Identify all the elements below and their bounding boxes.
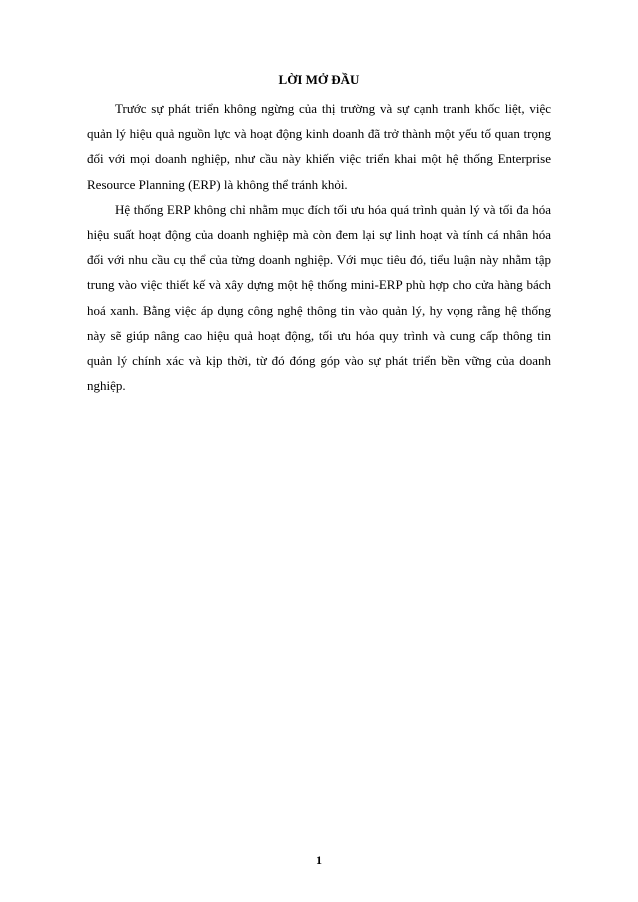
page-title: LỜI MỞ ĐẦU — [278, 72, 360, 87]
paragraph-erp-purpose: Hệ thống ERP không chỉ nhằm mục đích tối ưu hóa quá trình quản lý và tối đa hóa hiệu suất hoạt động của doanh nghiệp mà còn đem lại sự linh hoạt và tính cá nhân hóa đối với nhu cầu cụ thể của từng doanh nghiệp. Với mục tiêu đó, tiểu luận này nhằm tập trung vào việc thiết kế và xây dựng một hệ thống mini-ERP phù hợp cho cửa hàng bách hoá xanh. Bằng việc áp dụng công nghệ thông tin vào quản lý, hy vọng rằng hệ thống này sẽ giúp nâng cao hiệu quả hoạt động, tối ưu hóa quy trình và cung cấp thông tin quản lý chính xác và kịp thời, từ đó đóng góp vào sự phát triển bền vững của doanh nghiệp. — [87, 201, 551, 394]
page-number: 1 — [316, 853, 322, 867]
document-body — [87, 96, 551, 398]
paragraph-intro: Trước sự phát triển không ngừng của thị trường và sự cạnh tranh khốc liệt, việc quản lý hiệu quả nguồn lực và hoạt động kinh doanh đã trở thành một yếu tố quan trọng đối với mọi doanh nghiệp, như cầu này khiến việc triển khai một hệ thống Enterprise Resource Planning (ERP) là không thể tránh khỏi. — [87, 101, 551, 192]
